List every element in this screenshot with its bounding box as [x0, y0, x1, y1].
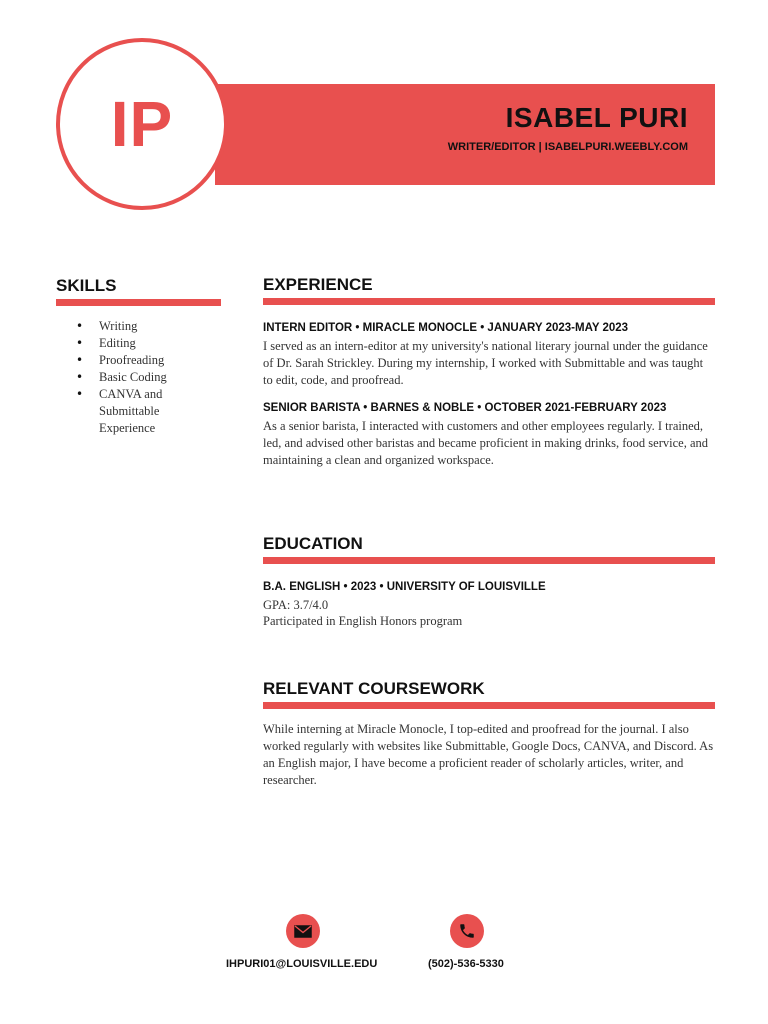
monogram-circle: [56, 38, 228, 210]
education-note: Participated in English Honors program: [263, 614, 463, 628]
education-heading: B.A. ENGLISH • 2023 • UNIVERSITY OF LOUISVILLE: [263, 581, 546, 593]
skills-rule: [56, 299, 221, 306]
skill-item: • CANVA and Submittable Experience: [76, 386, 216, 437]
skill-item: • Proofreading: [76, 352, 216, 369]
education-gpa: GPA: 3.7/4.0: [263, 598, 329, 612]
education-title: EDUCATION: [263, 534, 363, 553]
envelope-icon: [286, 914, 320, 948]
contact-phone[interactable]: (502)-536-5330: [428, 958, 504, 970]
monogram: IP: [110, 88, 174, 160]
coursework-rule: [263, 702, 715, 709]
contact-email[interactable]: IHPURI01@LOUISVILLE.EDU: [226, 958, 378, 970]
skill-item: • Writing: [76, 318, 216, 335]
skill-item: • Editing: [76, 335, 216, 352]
phone-icon: [450, 914, 484, 948]
skills-list: [76, 318, 216, 437]
experience-title: EXPERIENCE: [263, 275, 373, 294]
experience-rule: [263, 298, 715, 305]
experience-entry-heading: SENIOR BARISTA • BARNES & NOBLE • OCTOBER 2021-FEBRUARY 2023: [263, 402, 667, 414]
coursework-title: RELEVANT COURSEWORK: [263, 679, 485, 698]
resume-tagline: WRITER/EDITOR | ISABELPURI.WEEBLY.COM: [447, 141, 688, 153]
header-banner: [215, 84, 715, 185]
skills-title: SKILLS: [56, 276, 117, 295]
experience-entry-description: I served as an intern-editor at my university's national literary journal under the guidance of Dr. Sarah Strickley. During my internship, I worked with Submittable and was taught to edit, code, and proofread.: [263, 339, 708, 387]
resume-name: ISABEL PURI: [505, 102, 688, 133]
skill-item: • Basic Coding: [76, 369, 216, 386]
experience-entry-description: As a senior barista, I interacted with customers and other employees regularly. I trained, led, and advised other baristas and became proficient in making drinks, food service, and maintaining a clean and organized workspace.: [263, 419, 708, 467]
coursework-description: While interning at Miracle Monocle, I top-edited and proofread for the journal. I also worked regularly with websites like Submittable, Google Docs, CANVA, and Discord. As an English major, I have become a proficient reader of scholarly articles, writer, and researcher.: [263, 722, 714, 787]
education-rule: [263, 557, 715, 564]
experience-entry-heading: INTERN EDITOR • MIRACLE MONOCLE • JANUARY 2023-MAY 2023: [263, 322, 629, 334]
